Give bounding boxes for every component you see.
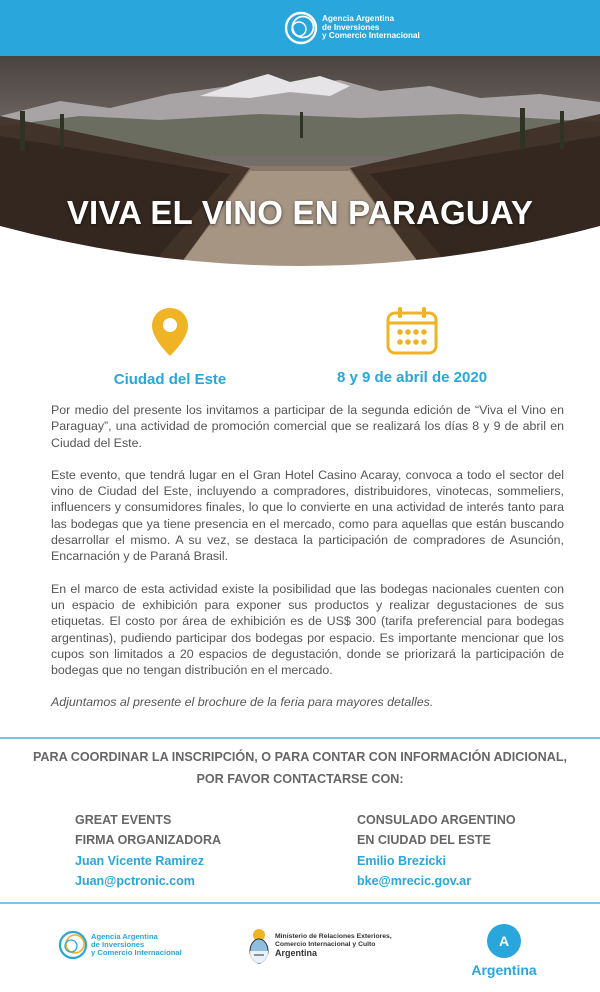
agency-ring-icon xyxy=(284,11,318,45)
agency-ring-icon xyxy=(58,930,88,960)
footer-ministry-logo[interactable] xyxy=(248,927,392,965)
divider-bottom xyxy=(0,902,600,904)
contact-role: FIRMA ORGANIZADORA xyxy=(75,833,222,848)
paragraph-exhibition: En el marco de esta actividad existe la posibilidad que las bodegas nacionales cuenten con un espacio de exhibición para exponer sus productos y realizar degustaciones de sus etiquetas. El costo por área de exhibición es de US$ 300 (tarifa preferencial para bodegas argentinas), pudiendo participar dos bodegas por espacio. Es importante mencionar que los cupos son limitados a 20 espacios de degustación, donde se priorizará la participación de bodegas que no tengan distribución en el mercado. xyxy=(51,581,564,678)
location-label: Ciudad del Este xyxy=(113,371,227,388)
contact-role: EN CIUDAD DEL ESTE xyxy=(357,833,491,848)
date-info xyxy=(302,306,522,386)
footer-agency-logo[interactable] xyxy=(58,930,182,960)
header-bar xyxy=(0,0,600,56)
contact-email-link[interactable]: Juan@pctronic.com xyxy=(75,873,195,888)
date-label: 8 y 9 de abril de 2020 xyxy=(336,369,488,386)
contact-organizer xyxy=(75,810,221,891)
divider-top xyxy=(0,737,600,739)
hero-banner xyxy=(0,56,600,278)
contact-name: Juan Vicente Ramirez xyxy=(75,853,204,868)
contact-name: Emilio Brezicki xyxy=(357,853,446,868)
hero-title: VIVA EL VINO EN PARAGUAY xyxy=(66,194,534,231)
location-info xyxy=(60,306,280,388)
coat-of-arms-icon xyxy=(248,927,270,965)
calendar-icon xyxy=(385,306,439,356)
agency-logo[interactable] xyxy=(284,11,420,45)
contact-heading: PARA COORDINAR LA INSCRIPCIÓN, O PARA CONTAR CON INFORMACIÓN ADICIONAL, POR FAVOR CONTACTARSE CON: xyxy=(32,750,568,786)
invitation-body xyxy=(51,402,564,727)
paragraph-brochure: Adjuntamos al presente el brochure de la feria para mayores detalles. xyxy=(51,695,434,710)
footer-ministry-name: Ministerio de Relaciones Exteriores, Comercio Internacional y Culto Argentina xyxy=(275,932,392,959)
argentina-wordmark: Argentina xyxy=(471,962,537,978)
paragraph-intro: Por medio del presente los invitamos a participar de la segunda edición de “Viva el Vino en Paraguay”, una actividad de promoción comercial que se realizará los días 8 y 9 de abril en Ciudad del Este. xyxy=(51,403,564,450)
agency-name: Agencia Argentina de Inversiones y Comercio Internacional xyxy=(322,14,420,41)
footer-agency-name: Agencia Argentina de Inversiones y Comercio Internacional xyxy=(91,932,182,957)
contact-email-link[interactable]: bke@mrecic.gov.ar xyxy=(357,873,472,888)
contact-consulate xyxy=(357,810,516,891)
footer-argentina-logo[interactable] xyxy=(468,924,540,978)
argentina-a-icon: A xyxy=(487,924,521,958)
contact-org: GREAT EVENTS xyxy=(75,813,172,827)
vineyard-image xyxy=(0,56,600,278)
contact-org: CONSULADO ARGENTINO xyxy=(357,813,516,827)
map-pin-icon xyxy=(150,306,190,358)
paragraph-event: Este evento, que tendrá lugar en el Gran Hotel Casino Acaray, convoca a todo el sector del vino de Ciudad del Este, incluyendo a compradores, distribuidores, vinotecas, sommeliers, influencers y consumidores finales, lo que lo convierte en una actividad de interés tanto para las bodegas que ya tiene presencia en el mercado, como para aquellas que están buscando desarrollar el mismo. A su vez, se destaca la participación de compradores de Asunción, Encarnación y de Paraná Brasil. xyxy=(51,467,564,564)
